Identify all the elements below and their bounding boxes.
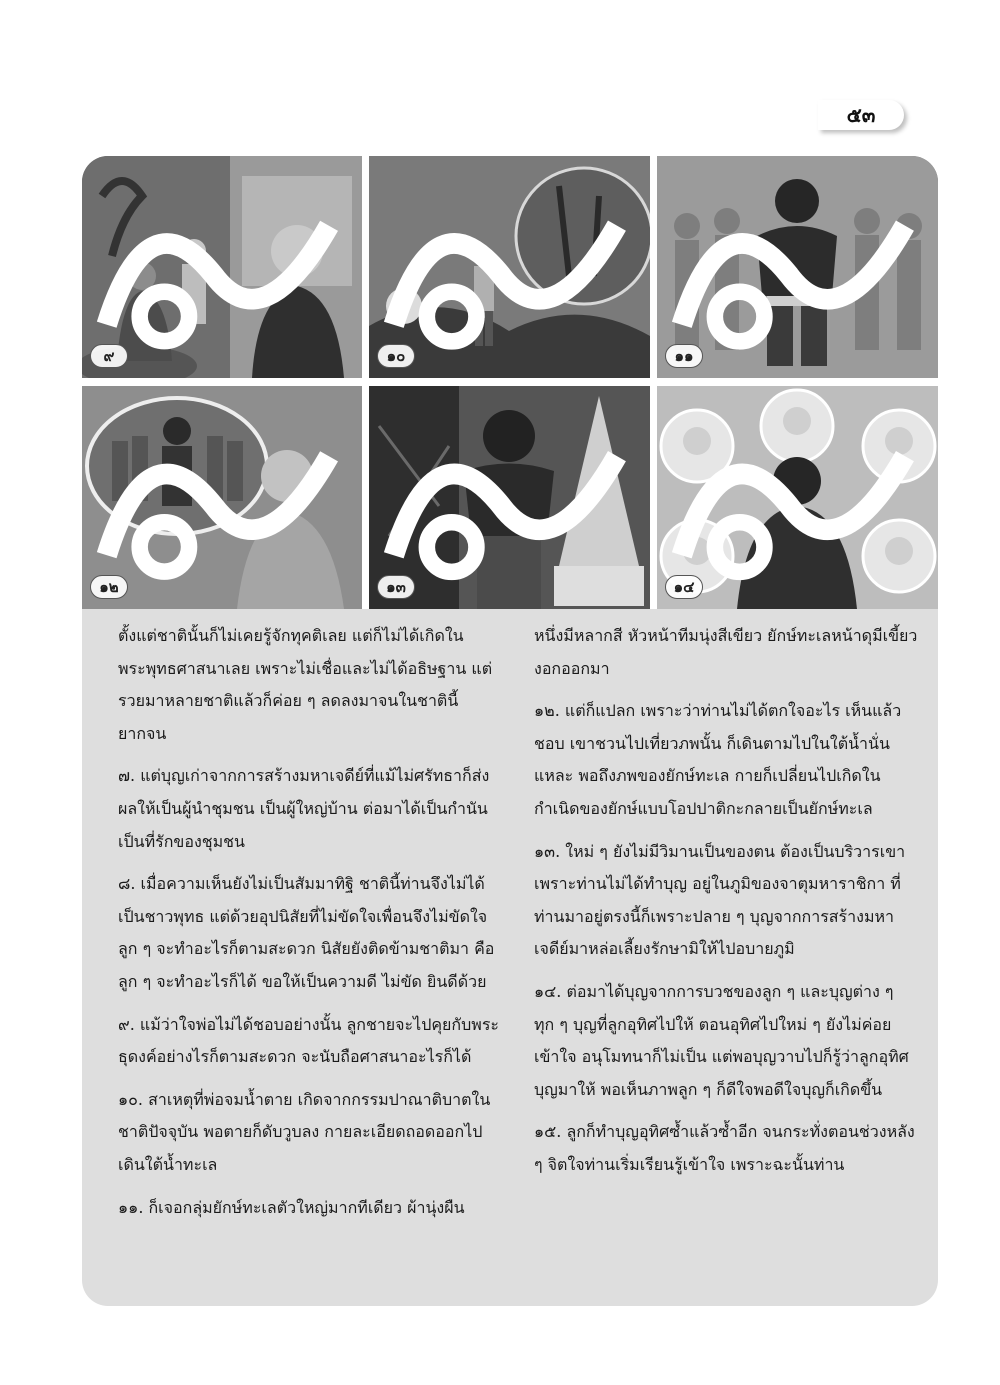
illustration-gallery: [82, 156, 938, 609]
publisher-logo-icon: [657, 386, 938, 609]
publisher-logo-icon: [369, 386, 650, 609]
publisher-logo-icon: [369, 156, 650, 378]
illustration-number: ๑๑: [665, 344, 703, 368]
paragraph: ๑๕. ลูกก็ทำบุญอุทิศซ้ำแล้วซ้ำอีก จนกระทั่งตอนช่วงหลัง ๆ จิตใจท่านเริ่มเรียนรู้เข้าใจ เพราะฉะนั้นท่าน: [534, 1122, 915, 1174]
paragraph: ตั้งแต่ชาตินั้นก็ไม่เคยรู้จักทุคติเลย แต่ก็ไม่ได้เกิดในพระพุทธศาสนาเลย เพราะไม่เชื่อและไม่ได้อธิษฐาน แต่รวยมาหลายชาติแล้วก็ค่อย ๆ ลดลงมาจนในชาตินี้ยากจน: [118, 626, 493, 743]
illustration-walking-man: [369, 156, 650, 378]
paragraph: ๑๑. ก็เจอกลุ่มยักษ์ทะเลตัวใหญ่มากทีเดียว ผ้านุ่งผืน: [118, 1197, 465, 1217]
paragraph: ๘. เมื่อความเห็นยังไม่เป็นสัมมาทิฐิ ชาตินี้ท่านจึงไม่ได้เป็นชาวพุทธ แต่ด้วยอุปนิสัยที่ไม่ขัดใจเพื่อนจึงไม่ขัดใจลูก ๆ จะทำอะไรก็ตามสะดวก นิสัยยังติดข้ามชาติมา คือ ลูก ๆ จะทำอะไรก็ได้ ขอให้เป็นความดี ไม่ขัด ยินดีด้วย: [118, 874, 495, 991]
left-column: [118, 620, 502, 1234]
illustration-sea-giants: [657, 156, 938, 378]
paragraph: ๑๐. สาเหตุที่พ่อจมน้ำตาย เกิดจากกรรมปาณาติบาตในชาติปัจจุบัน พอตายก็ดับวูบลง กายละเอียดถอดออกไปเดินใต้น้ำทะเล: [118, 1089, 491, 1174]
illustration-vision-of-giants: [82, 386, 362, 609]
content-panel: [82, 156, 938, 1306]
paragraph: หนึ่งมีหลากสี หัวหน้าทีมนุ่งสีเขียว ยักษ์ทะเลหน้าดุมีเขี้ยวงอกออกมา: [534, 626, 918, 678]
paragraph: ๑๒. แต่ก็แปลก เพราะว่าท่านไม่ได้ตกใจอะไร เห็นแล้วชอบ เขาชวนไปเที่ยวภพนั้น ก็เดินตามไปในใต้น้ำนั่นแหละ พอถึงภพของยักษ์ทะเล กายก็เปลี่ยนไปเกิดในกำเนิดของยักษ์แบบโอปปาติกะกลายเป็นยักษ์ทะเล: [534, 701, 902, 818]
illustration-monks-and-giant: [657, 386, 938, 609]
publisher-logo-icon: [82, 156, 362, 378]
illustration-number: ๑๒: [90, 575, 128, 599]
page-number: ๕๓: [818, 100, 904, 130]
illustration-number: ๑๔: [665, 575, 703, 599]
publisher-logo-icon: [657, 156, 938, 378]
paragraph: ๑๔. ต่อมาได้บุญจากการบวชของลูก ๆ และบุญต่าง ๆ ทุก ๆ บุญที่ลูกอุทิศไปให้ ตอนอุทิศไปใหม่ ๆ ยังไม่ค่อยเข้าใจ อนุโมทนาก็ไม่เป็น แต่พอบุญวาบไปก็รู้ว่าลูกอุทิศบุญมาให้ พอเห็นภาพลูก ๆ ก็ดีใจพอดีใจบุญก็เกิดขึ้น: [534, 981, 909, 1099]
illustration-giant-and-stupa: [369, 386, 650, 609]
illustration-monk-and-man: [82, 156, 362, 378]
illustration-number: ๙: [90, 344, 128, 368]
illustration-number: ๑๓: [377, 575, 415, 599]
illustration-number: ๑๐: [377, 344, 415, 368]
paragraph: ๙. แม้ว่าใจพ่อไม่ได้ชอบอย่างนั้น ลูกชายจะไปคุยกับพระธุดงค์อย่างไรก็ตามสะดวก จะนับถือศาสนาอะไรก็ได้: [118, 1014, 499, 1067]
right-column: [534, 620, 918, 1234]
paragraph: ๑๓. ใหม่ ๆ ยังไม่มีวิมานเป็นของตน ต้องเป็นบริวารเขา เพราะท่านไม่ได้ทำบุญ อยู่ในภูมิของจาตุมหาราชิกา ที่ท่านมาอยู่ตรงนี้ก็เพราะปลาย ๆ บุญจากการสร้างมหาเจดีย์มาหล่อเลี้ยงรักษามิให้ไปอบายภูมิ: [534, 841, 906, 959]
publisher-logo-icon: [82, 386, 362, 609]
paragraph: ๗. แต่บุญเก่าจากการสร้างมหาเจดีย์ที่แม้ไม่ศรัทธาก็ส่งผลให้เป็นผู้นำชุมชน เป็นผู้ใหญ่บ้าน ต่อมาได้เป็นกำนัน เป็นที่รักของชุมชน: [118, 766, 490, 851]
body-text: [118, 620, 918, 1234]
